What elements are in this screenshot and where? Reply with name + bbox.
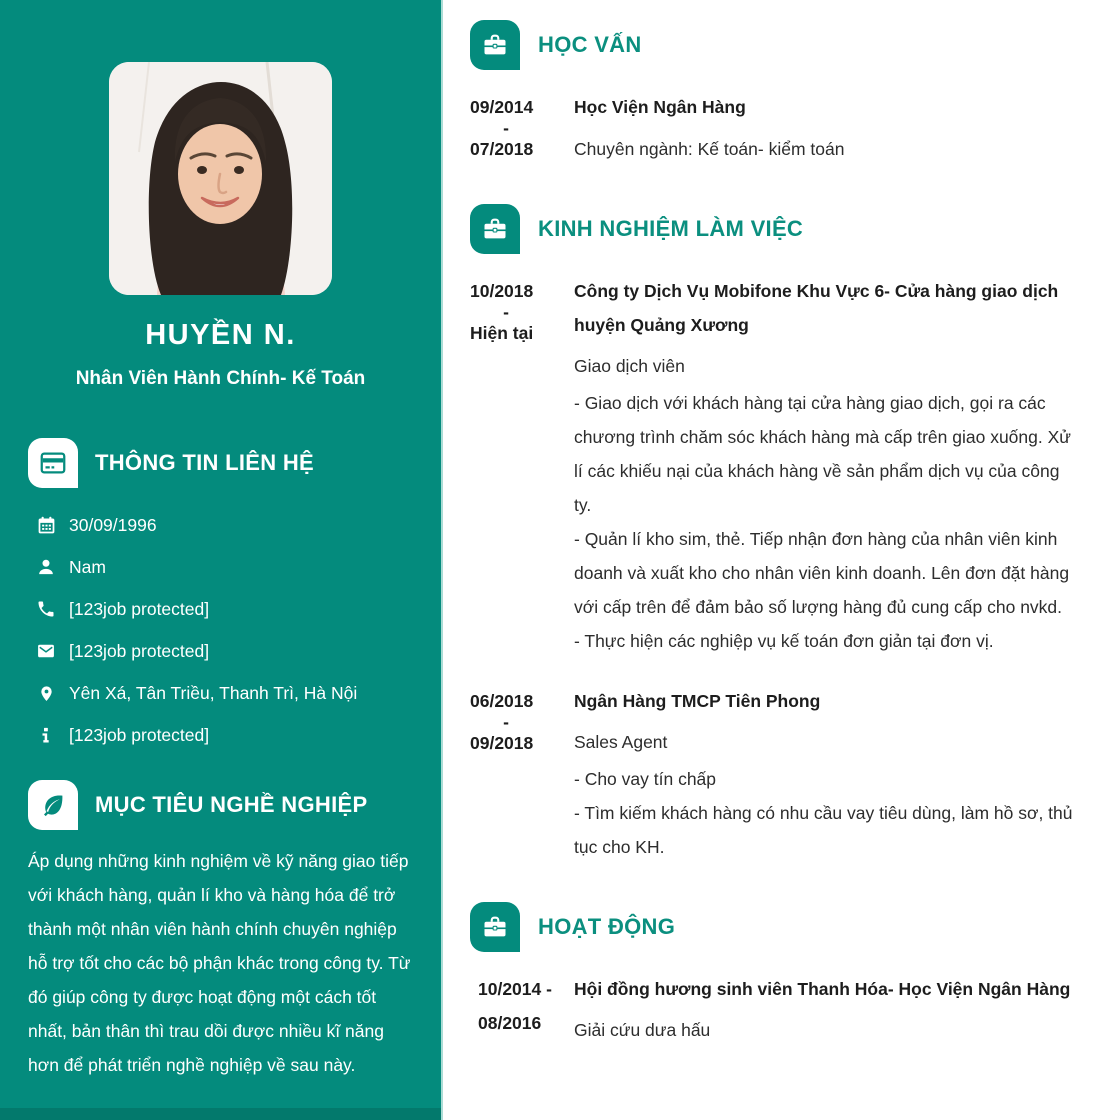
contact-item-email: [28, 630, 415, 672]
profile-photo: [109, 62, 332, 295]
activities-heading: HOẠT ĐỘNG: [538, 914, 676, 939]
experience-section: [470, 204, 1076, 864]
job-description: [574, 762, 1076, 864]
location-icon: [34, 683, 58, 704]
contact-heading-row: [28, 438, 415, 488]
date-to: 09/2018: [470, 733, 534, 753]
date-separator: -: [503, 302, 509, 322]
job-bullet: - Tìm kiếm khách hàng có nhu cầu vay tiêu dùng, làm hồ sơ, thủ tục cho KH.: [574, 803, 1073, 857]
entry-dates: [470, 90, 574, 166]
contact-item-gender: [28, 546, 415, 588]
education-section: [470, 20, 1076, 166]
objective-text: Áp dụng những kinh nghiệm về kỹ năng giao tiếp với khách hàng, quản lí kho và hàng hóa để trở thành một nhân viên hành chính chuyên nghiệp hỗ trợ tốt cho các bộ phận khác trong công ty. Từ đó giúp công ty được hoạt động một cách tốt nhất, bản thân thì trau dồi được nhiều kĩ năng hơn để phát triển nghề nghiệp về sau này.: [28, 851, 411, 1075]
date-to: Hiện tại: [470, 323, 534, 343]
id-card-icon: [28, 438, 78, 488]
date-to: 07/2018: [470, 139, 534, 159]
leaf-icon: [28, 780, 78, 830]
activities-heading-row: [470, 902, 1076, 952]
activity-name: Hội đồng hương sinh viên Thanh Hóa- Học Viện Ngân Hàng: [574, 979, 1071, 999]
user-icon: [34, 557, 58, 577]
job-description: [574, 386, 1076, 658]
contact-item-phone: [28, 588, 415, 630]
date-from: 09/2014: [470, 97, 534, 117]
date-from: 10/2014 -: [478, 979, 552, 999]
activities-section: [470, 902, 1076, 1047]
education-heading-row: [470, 20, 1076, 70]
job-bullet: - Giao dịch với khách hàng tại cửa hàng giao dịch, gọi ra các chương trình chăm sóc khách hàng mà cấp trên giao xuống. Xử lí các khiếu nại của khách hàng về sản phẩm dịch vụ của công ty.: [574, 393, 1071, 515]
activity-description: Giải cứu dưa hấu: [574, 1020, 711, 1040]
experience-heading-row: [470, 204, 1076, 254]
phone-icon: [34, 599, 58, 619]
entry-dates: [470, 972, 574, 1047]
contact-text: Yên Xá, Tân Triều, Thanh Trì, Hà Nội: [69, 682, 358, 703]
date-separator: -: [503, 712, 509, 732]
sidebar-footer-strip: [0, 1108, 441, 1120]
major: Chuyên ngành: Kế toán- kiểm toán: [574, 139, 845, 159]
job-bullet: - Quản lí kho sim, thẻ. Tiếp nhận đơn hàng của nhân viên kinh doanh và xuất kho cho nhân viên kinh doanh. Lên đơn đặt hàng với cấp trên để đảm bảo số lượng hàng đủ cung cấp cho nvkd.: [574, 529, 1070, 617]
date-to: 08/2016: [478, 1013, 542, 1033]
info-icon: [34, 725, 58, 745]
objective-section: [0, 780, 441, 1082]
contact-text: [123job protected]: [69, 598, 210, 619]
portrait-illustration: [109, 62, 332, 295]
objective-heading: MỤC TIÊU NGHỀ NGHIỆP: [95, 792, 368, 817]
contact-text: Nam: [69, 556, 106, 577]
email-icon: [34, 641, 58, 661]
school-name: Học Viện Ngân Hàng: [574, 97, 746, 117]
contact-heading: THÔNG TIN LIÊN HỆ: [95, 450, 314, 475]
company-name: Công ty Dịch Vụ Mobifone Khu Vực 6- Cửa hàng giao dịch huyện Quảng Xương: [574, 281, 1059, 335]
briefcase-icon: [470, 20, 520, 70]
date-separator: -: [503, 118, 509, 138]
job-bullet: - Cho vay tín chấp: [574, 769, 717, 789]
experience-entry: [470, 274, 1076, 658]
role-title: Sales Agent: [574, 732, 668, 752]
contact-text: [123job protected]: [69, 640, 210, 661]
name: HUYỀN N.: [145, 319, 296, 351]
entry-body: [574, 90, 1076, 166]
experience-entry: [470, 684, 1076, 864]
date-from: 06/2018: [470, 691, 534, 711]
date-from: 10/2018: [470, 281, 534, 301]
activity-entry: [470, 972, 1076, 1047]
calendar-icon: [34, 515, 58, 536]
contact-text: 30/09/1996: [69, 514, 157, 535]
contact-section: [0, 438, 441, 756]
experience-heading: KINH NGHIỆM LÀM VIỆC: [538, 216, 804, 241]
contact-item-address: [28, 672, 415, 714]
job-bullet: - Thực hiện các nghiệp vụ kế toán đơn giản tại đơn vị.: [574, 631, 994, 651]
sidebar: [0, 0, 443, 1120]
entry-dates: [470, 684, 574, 864]
education-entry: [470, 90, 1076, 166]
company-name: Ngân Hàng TMCP Tiên Phong: [574, 691, 821, 711]
contact-list: [28, 504, 415, 756]
briefcase-icon: [470, 204, 520, 254]
education-heading: HỌC VẤN: [538, 32, 642, 57]
entry-body: [574, 684, 1076, 864]
main-content: [443, 0, 1106, 1120]
job-title: Nhân Viên Hành Chính- Kế Toán: [75, 368, 366, 389]
role-title: Giao dịch viên: [574, 356, 685, 376]
contact-item-info: [28, 714, 415, 756]
contact-item-birthday: [28, 504, 415, 546]
entry-dates: [470, 274, 574, 658]
briefcase-icon: [470, 902, 520, 952]
entry-body: [574, 274, 1076, 658]
objective-heading-row: [28, 780, 415, 830]
entry-body: [574, 972, 1076, 1047]
contact-text: [123job protected]: [69, 724, 210, 745]
